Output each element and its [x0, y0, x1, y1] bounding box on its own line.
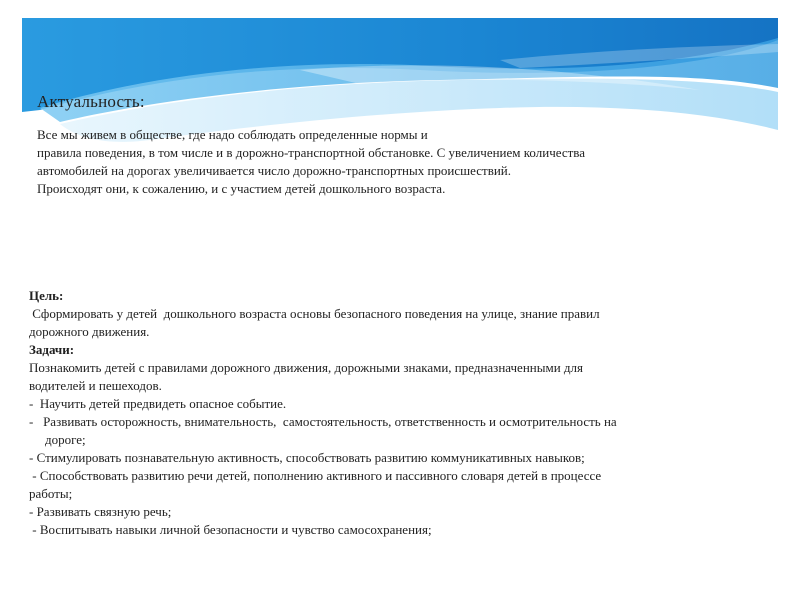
- task-line: дороге;: [45, 432, 86, 447]
- intro-line: автомобилей на дорогах увеличивается число дорожно-транспортных происшествий.: [37, 163, 512, 178]
- task-line: водителей и пешеходов.: [29, 378, 162, 393]
- tasks-heading: Задачи:: [29, 342, 75, 357]
- intro-line: Происходят они, к сожалению, и с участием детей дошкольного возраста.: [37, 181, 446, 196]
- goal-line: дорожного движения.: [29, 324, 150, 339]
- goal-line: Сформировать у детей дошкольного возраста основы безопасного поведения на улице, знание правил: [29, 306, 600, 321]
- task-line: - Стимулировать познавательную активность, способствовать развитию коммуникативных навыков;: [29, 450, 585, 465]
- slide-title: Актуальность:: [37, 92, 145, 111]
- task-line: работы;: [29, 486, 73, 501]
- intro-paragraph: [37, 126, 737, 198]
- task-line: Познакомить детей с правилами дорожного движения, дорожными знаками, предназначенными для: [29, 360, 583, 375]
- task-line: - Развивать связную речь;: [29, 504, 172, 519]
- task-line: - Научить детей предвидеть опасное событие.: [29, 396, 287, 411]
- goal-heading: Цель:: [29, 288, 64, 303]
- intro-line: правила поведения, в том числе и в дорожно-транспортной обстановке. С увеличением количества: [37, 145, 586, 160]
- task-line: - Развивать осторожность, внимательность, самостоятельность, ответственность и осмотрительность на: [29, 414, 617, 429]
- task-line: - Способствовать развитию речи детей, пополнению активного и пассивного словаря детей в процессе: [29, 468, 602, 483]
- intro-line: Все мы живем в обществе, где надо соблюдать определенные нормы и: [37, 127, 428, 142]
- goals-section: [29, 287, 749, 539]
- task-line: - Воспитывать навыки личной безопасности и чувство самосохранения;: [29, 522, 432, 537]
